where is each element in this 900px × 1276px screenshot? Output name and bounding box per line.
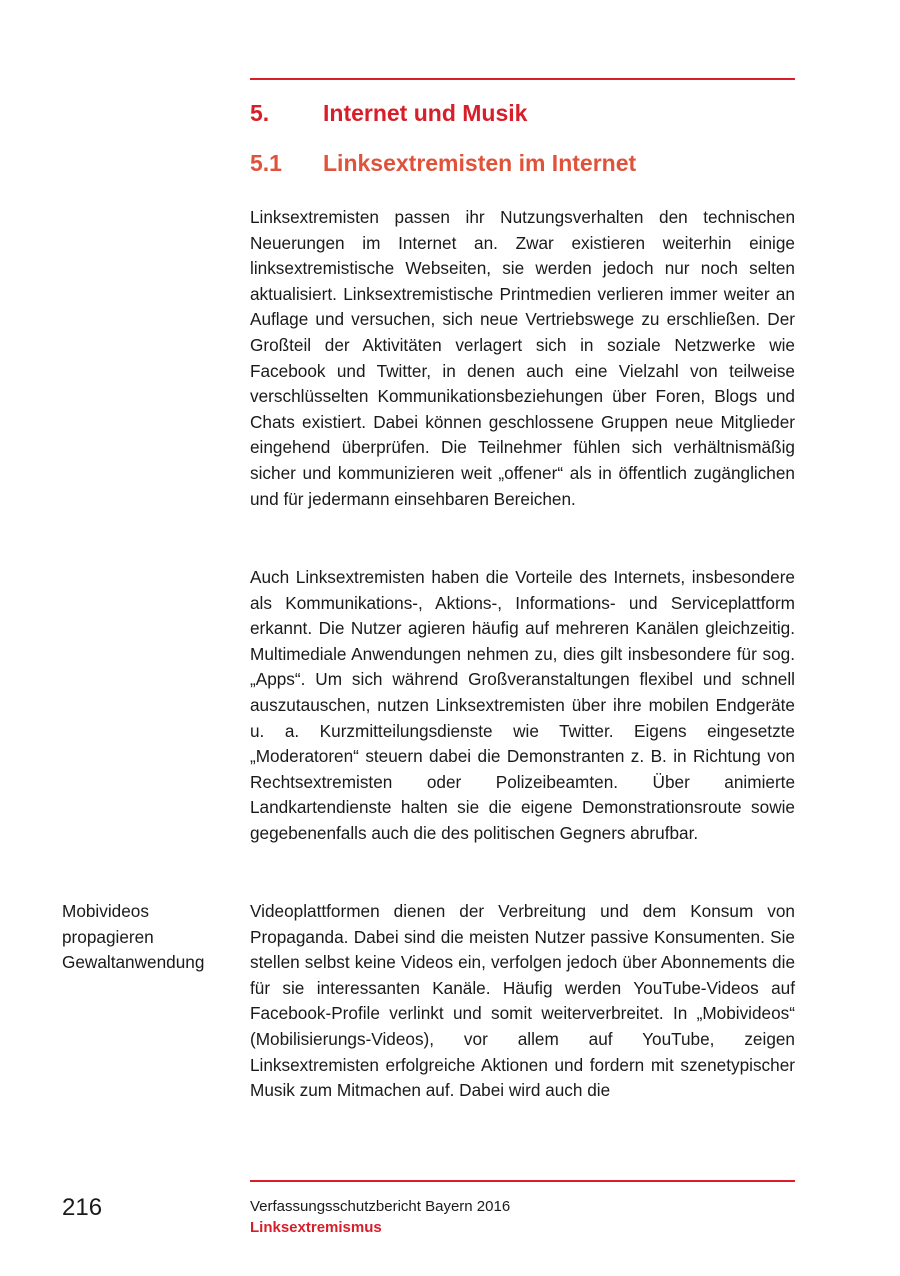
margin-note-line: Mobivideos [62,901,149,921]
margin-note [62,899,237,976]
footer-chapter-label: Linksextremismus [250,1219,382,1236]
page-number: 216 [62,1194,103,1221]
section-heading [250,150,795,177]
chapter-title: Internet und Musik [323,100,528,126]
body-paragraph: Linksextremisten passen ihr Nutzungsverhalten den technischen Neuerungen im Internet an. Zwar existieren weiterhin einige linksextremistische Webseiten, sie werden jedoch nur noch selten aktualisiert. Linksextremistische Printmedien verlieren immer weiter an Auflage und versuchen, sich neue Vertriebswege zu erschließen. Der Großteil der Aktivitäten verlagert sich in soziale Netzwerke wie Facebook und Twitter, in denen auch eine Vielzahl von teilweise verschlüsselten Kommunikationsbeziehungen über Foren, Blogs und Chats existiert. Dabei können geschlossene Gruppen neue Mitglieder eingehend überprüfen. Die Teilnehmer fühlen sich verhältnismäßig sicher und kommunizieren weit „offener“ als in öffentlich zugänglichen und für jedermann einsehbaren Bereichen. [250,207,795,509]
margin-note-line: propagieren [62,926,154,947]
body-paragraph: Videoplattformen dienen der Verbreitung und dem Konsum von Propaganda. Dabei sind die meisten Nutzer passive Konsumenten. Sie stellen selbst keine Videos ein, verfolgen jedoch über Abonnements die für sie interessanten Kanäle. Häufig werden YouTube-Videos auf Facebook-Profile verlinkt und somit weiterverbreitet. In „Mobivideos“ (Mobilisierungs-Videos), vor allem auf YouTube, zeigen Linksextremisten erfolgreiche Aktionen und fordern mit szenetypischer Musik zum Mitmachen auf. Dabei wird auch die [250,901,795,1101]
footer-publication: Verfassungsschutzbericht Bayern 2016 [250,1198,511,1215]
body-paragraph: Auch Linksextremisten haben die Vorteile des Internets, insbesondere als Kommunikations-, Aktions-, Informations- und Serviceplattform erkannt. Die Nutzer agieren häufig auf mehreren Kanälen gleichzeitig. Multimediale Anwendungen nehmen zu, dies gilt insbesondere für sog. „Apps“. Um sich während Großveranstaltungen flexibel und schnell auszutauschen, nutzen Linksextremisten über ihre mobilen Endgeräte u. a. Kurzmitteilungsdienste wie Twitter. Eigens eingesetzte „Moderatoren“ steuern dabei die Demonstranten z. B. in Richtung von Rechtsextremisten oder Polizeibeamten. Über animierte Landkartendienste halten sie die eigene Demonstrationsroute sowie gegebenenfalls auch die des politischen Gegners abrufbar. [250,567,795,843]
section-title: Linksextremisten im Internet [323,150,637,176]
footer [250,1196,510,1238]
margin-note-line: Gewaltanwendung [62,952,205,973]
chapter-number: 5. [250,100,270,126]
chapter-heading [250,100,795,127]
bottom-divider [250,1180,795,1182]
top-divider [250,78,795,80]
section-number: 5.1 [250,150,282,176]
